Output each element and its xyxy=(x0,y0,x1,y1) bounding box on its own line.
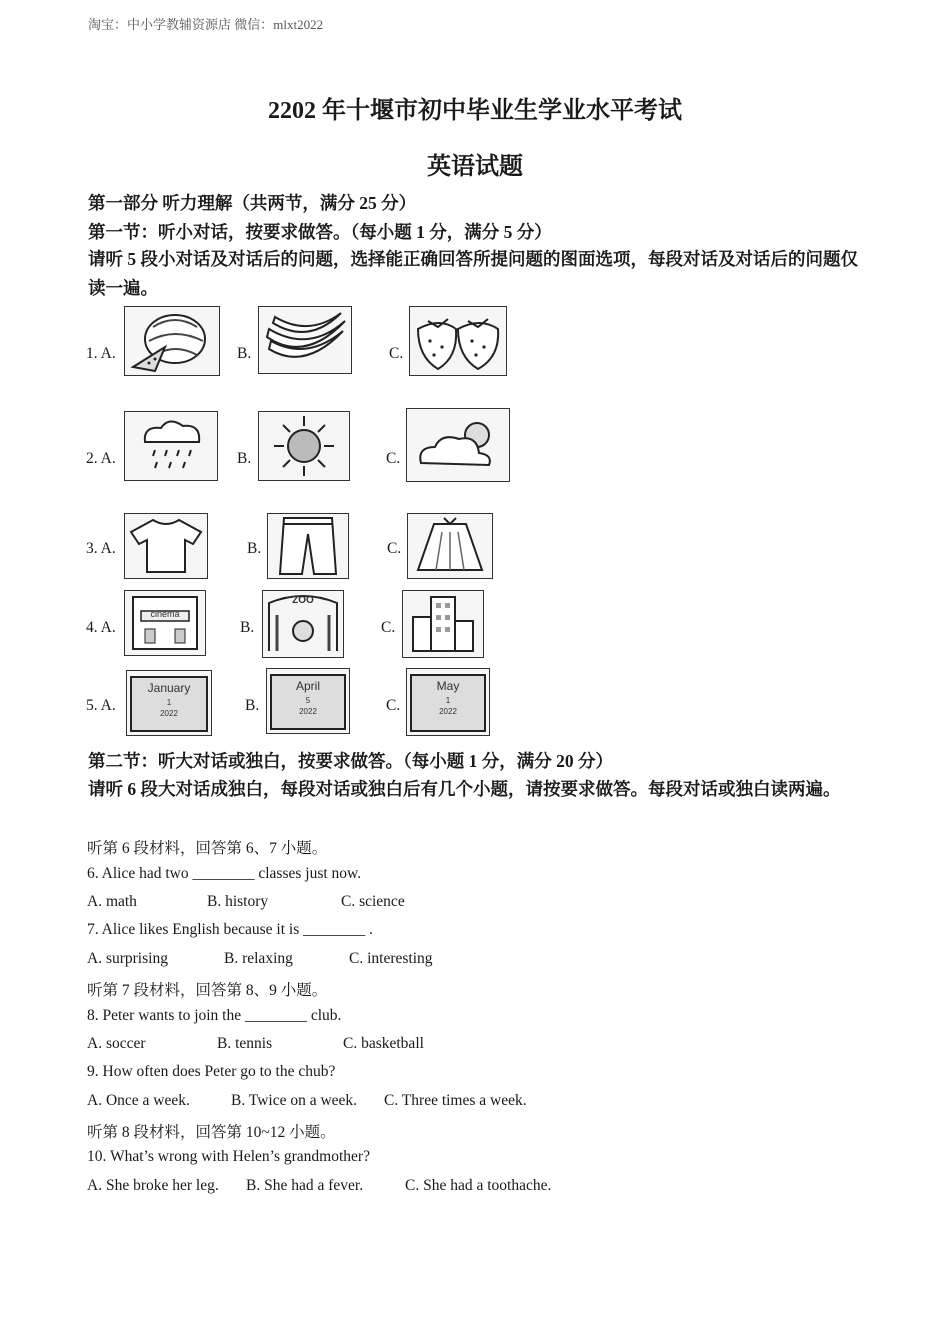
q1-option-b: B. xyxy=(237,345,252,362)
watermelon-icon[interactable] xyxy=(124,306,220,376)
option-a[interactable]: A. She broke her leg. xyxy=(87,1177,219,1194)
section1-instructions: 请听 5 段小对话及对话后的问题，选择能正确回答所提问题的图面选项，每段对话及对话后的问题仅读一遍。 xyxy=(88,249,858,298)
part1-heading: 第一部分 听力理解（共两节，满分 25 分） xyxy=(88,193,417,213)
zoo-icon[interactable] xyxy=(262,590,344,658)
zoo-sign: ZOO xyxy=(292,595,314,606)
option-b[interactable]: B. Twice on a week. xyxy=(231,1092,358,1109)
cinema-icon[interactable] xyxy=(124,590,206,656)
calendar-year: 2022 xyxy=(160,709,178,718)
question-line: 9. How often does Peter go to the chub? xyxy=(87,1063,336,1080)
section2-instructions: 请听 6 段大对话成独白，每段对话或独白后有几个小题，请按要求做答。每段对话或独白读两遍。 xyxy=(88,779,841,799)
question-line: 7. Alice likes English because it is ________ . xyxy=(87,921,373,938)
calendar-year: 2022 xyxy=(439,707,457,716)
cinema-sign: cinema xyxy=(150,609,180,619)
q2-option-c: C. xyxy=(386,450,401,467)
q3-number: 3. A. xyxy=(86,540,116,557)
question-line: 6. Alice had two ________ classes just now. xyxy=(87,865,362,882)
option-a[interactable]: A. soccer xyxy=(87,1035,146,1052)
q5-option-c: C. xyxy=(386,697,401,714)
calendar-month: January xyxy=(147,681,191,695)
calendar-day: 1 xyxy=(445,696,451,705)
section2-heading: 第二节：听大对话或独白，按要求做答。（每小题 1 分，满分 20 分） xyxy=(88,751,613,771)
q4-option-b: B. xyxy=(240,619,255,636)
q4-number: 4. A. xyxy=(86,619,116,636)
calendar-year: 2022 xyxy=(299,707,317,716)
option-c[interactable]: C. science xyxy=(341,893,405,910)
q4-option-c: C. xyxy=(381,619,396,636)
strawberries-icon[interactable] xyxy=(409,306,507,376)
q5-option-b: B. xyxy=(245,697,260,714)
calendar-day: 1 xyxy=(166,698,172,707)
q2-option-b: B. xyxy=(237,450,252,467)
header-note: 淘宝：中小学教辅资源店 微信：mlxt2022 xyxy=(88,17,324,32)
option-c[interactable]: C. basketball xyxy=(343,1035,424,1052)
calendar-day: 5 xyxy=(305,696,311,705)
option-a[interactable]: A. Once a week. xyxy=(87,1092,190,1109)
material-note: 听第 7 段材料，回答第 8、9 小题。 xyxy=(87,982,328,999)
q3-option-c: C. xyxy=(387,540,402,557)
q2-number: 2. A. xyxy=(86,450,116,467)
option-c[interactable]: C. Three times a week. xyxy=(384,1092,527,1109)
option-b[interactable]: B. relaxing xyxy=(224,950,293,967)
option-c[interactable]: C. She had a toothache. xyxy=(405,1177,552,1194)
calendar-month: April xyxy=(295,679,320,693)
bananas-icon[interactable] xyxy=(258,306,352,374)
trousers-icon[interactable] xyxy=(267,513,349,579)
option-a[interactable]: A. math xyxy=(87,893,137,910)
building-icon[interactable] xyxy=(402,590,484,658)
option-b[interactable]: B. history xyxy=(207,893,269,910)
q1-option-c: C. xyxy=(389,345,404,362)
cloudy-icon[interactable] xyxy=(406,408,510,482)
q1-number: 1. A. xyxy=(86,345,116,362)
sun-icon[interactable] xyxy=(258,411,350,481)
option-c[interactable]: C. interesting xyxy=(349,950,433,967)
q5-number: 5. A. xyxy=(86,697,116,714)
question-line: 8. Peter wants to join the ________ club. xyxy=(87,1007,342,1024)
calendar-icon[interactable] xyxy=(406,668,490,736)
option-b[interactable]: B. tennis xyxy=(217,1035,273,1052)
section1-heading: 第一节：听小对话，按要求做答。（每小题 1 分，满分 5 分） xyxy=(88,222,552,242)
rain-icon[interactable] xyxy=(124,411,218,481)
exam-subtitle: 英语试题 xyxy=(427,154,523,180)
calendar-month: May xyxy=(436,679,460,693)
calendar-icon[interactable] xyxy=(266,668,350,734)
option-a[interactable]: A. surprising xyxy=(87,950,168,967)
material-note: 听第 8 段材料，回答第 10~12 小题。 xyxy=(87,1124,336,1141)
calendar-icon[interactable] xyxy=(126,670,212,736)
question-line: 10. What’s wrong with Helen’s grandmother? xyxy=(87,1148,370,1165)
skirt-icon[interactable] xyxy=(407,513,493,579)
q3-option-b: B. xyxy=(247,540,262,557)
material-note: 听第 6 段材料，回答第 6、7 小题。 xyxy=(87,840,328,857)
exam-title: 2202 年十堰市初中毕业生学业水平考试 xyxy=(268,98,682,124)
tshirt-icon[interactable] xyxy=(124,513,208,579)
option-b[interactable]: B. She had a fever. xyxy=(246,1177,364,1194)
